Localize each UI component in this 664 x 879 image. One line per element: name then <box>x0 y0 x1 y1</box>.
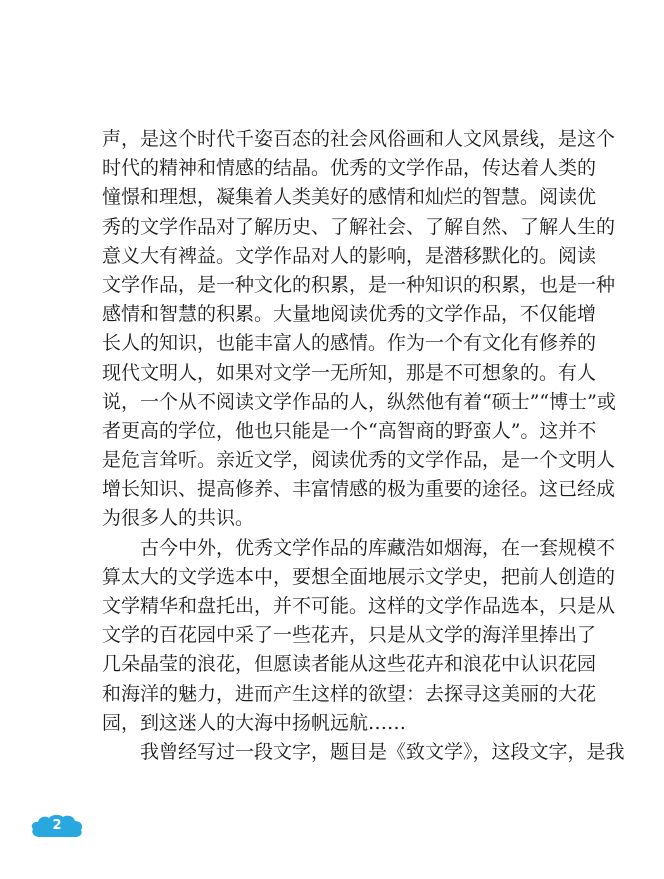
text-line: 长人的知识，也能丰富人的感情。作为一个有文化有修养的 <box>102 332 597 355</box>
body-text <box>102 125 625 767</box>
page-number: 2 <box>52 818 62 833</box>
text-line: 为很多人的共识。 <box>102 507 255 530</box>
text-line: 者更高的学位，他也只能是一个“高智商的野蛮人”。这并不 <box>102 419 597 442</box>
text-line: 憧憬和理想，凝集着人类美好的感情和灿烂的智慧。阅读优 <box>102 186 597 209</box>
text-line: 和海洋的魅力，进而产生这样的欲望：去探寻这美丽的大花 <box>102 682 597 705</box>
paragraph-2 <box>102 534 616 738</box>
text-line: 是危言耸听。亲近文学，阅读优秀的文学作品，是一个文明人 <box>102 449 616 472</box>
text-line: 声，是这个时代千姿百态的社会风俗画和人文风景线，是这个 <box>102 128 616 150</box>
text-line: 意义大有裨益。文学作品对人的影响，是潜移默化的。阅读 <box>102 244 597 267</box>
text-line: 文学作品，是一种文化的积累，是一种知识的积累，也是一种 <box>102 273 616 296</box>
text-line: 古今中外，优秀文学作品的库藏浩如烟海，在一套规模不 <box>140 536 616 559</box>
text-line: 增长知识、提高修养、丰富情感的极为重要的途径。这已经成 <box>102 478 616 501</box>
text-line: 算太大的文学选本中，要想全面地展示文学史，把前人创造的 <box>102 565 616 588</box>
text-line: 说，一个从不阅读文学作品的人，纵然他有着“硕士”“博士”或 <box>102 390 616 413</box>
text-line: 文学精华和盘托出，并不可能。这样的文学作品选本，只是从 <box>102 595 616 617</box>
text-line: 我曾经写过一段文字，题目是《致文学》，这段文字，是我 <box>140 740 625 763</box>
text-line: 时代的精神和情感的结晶。优秀的文学作品，传达着人类的 <box>102 157 597 180</box>
text-line: 文学的百花园中采了一些花卉，只是从文学的海洋里捧出了 <box>102 624 597 647</box>
text-line: 感情和智慧的积累。大量地阅读优秀的文学作品，不仅能增 <box>102 303 597 326</box>
text-line: 秀的文学作品对了解历史、了解社会、了解自然、了解人生的 <box>102 215 616 238</box>
text-line: 园，到这迷人的大海中扬帆远航…… <box>102 711 407 734</box>
text-line: 现代文明人，如果对文学一无所知，那是不可想象的。有人 <box>102 361 597 384</box>
paragraph-1 <box>102 125 616 534</box>
text-line: 几朵晶莹的浪花，但愿读者能从这些花卉和浪花中认识花园 <box>102 653 597 676</box>
page-number-badge <box>30 813 84 839</box>
paragraph-3 <box>102 738 625 767</box>
